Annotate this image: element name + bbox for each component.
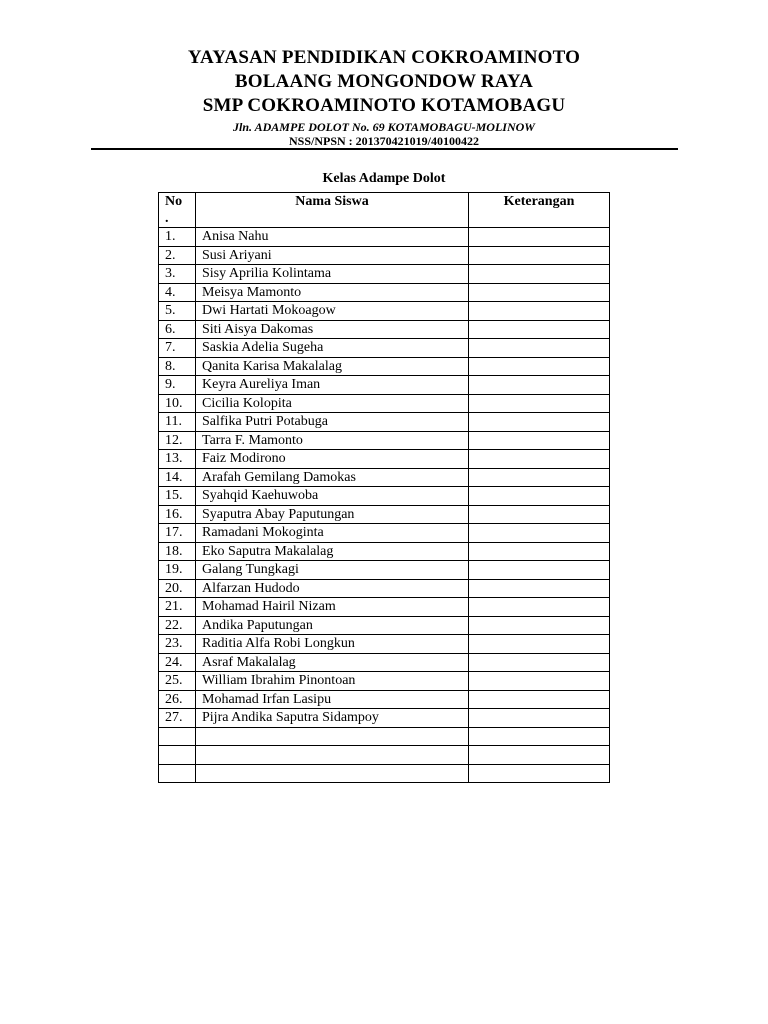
student-name: Qanita Karisa Makalalag bbox=[196, 357, 469, 376]
keterangan-cell bbox=[469, 727, 610, 746]
letterhead bbox=[0, 46, 768, 148]
table-row bbox=[159, 542, 610, 561]
table-row bbox=[159, 302, 610, 321]
student-name: Pijra Andika Saputra Sidampoy bbox=[196, 709, 469, 728]
keterangan-cell bbox=[469, 431, 610, 450]
keterangan-cell bbox=[469, 635, 610, 654]
table-row bbox=[159, 598, 610, 617]
keterangan-cell bbox=[469, 487, 610, 506]
row-number: 15. bbox=[159, 487, 196, 506]
header-keterangan: Keterangan bbox=[469, 193, 610, 228]
keterangan-cell bbox=[469, 561, 610, 580]
keterangan-cell bbox=[469, 450, 610, 469]
keterangan-cell bbox=[469, 709, 610, 728]
class-title: Kelas Adampe Dolot bbox=[322, 171, 446, 186]
table-row bbox=[159, 246, 610, 265]
student-name: William Ibrahim Pinontoan bbox=[196, 672, 469, 691]
row-number: 2. bbox=[159, 246, 196, 265]
table-body bbox=[159, 228, 610, 783]
keterangan-cell bbox=[469, 228, 610, 247]
foundation-name: YAYASAN PENDIDIKAN COKROAMINOTO bbox=[187, 47, 581, 68]
keterangan-cell bbox=[469, 413, 610, 432]
table-row bbox=[159, 228, 610, 247]
student-name: Andika Paputungan bbox=[196, 616, 469, 635]
student-name: Syahqid Kaehuwoba bbox=[196, 487, 469, 506]
student-name: Faiz Modirono bbox=[196, 450, 469, 469]
table-row bbox=[159, 672, 610, 691]
table-row bbox=[159, 376, 610, 395]
student-table bbox=[158, 192, 610, 783]
header-divider bbox=[91, 148, 678, 150]
header-name: Nama Siswa bbox=[196, 193, 469, 228]
keterangan-cell bbox=[469, 598, 610, 617]
row-number: 16. bbox=[159, 505, 196, 524]
table-row bbox=[159, 339, 610, 358]
student-name: Meisya Mamonto bbox=[196, 283, 469, 302]
keterangan-cell bbox=[469, 320, 610, 339]
table-row bbox=[159, 283, 610, 302]
row-number: 24. bbox=[159, 653, 196, 672]
row-number bbox=[159, 764, 196, 783]
student-name: Sisy Aprilia Kolintama bbox=[196, 265, 469, 284]
keterangan-cell bbox=[469, 764, 610, 783]
school-address: Jln. ADAMPE DOLOT No. 69 KOTAMOBAGU-MOLINOW bbox=[233, 120, 535, 134]
student-name: Mohamad Hairil Nizam bbox=[196, 598, 469, 617]
student-name: Susi Ariyani bbox=[196, 246, 469, 265]
table-row bbox=[159, 764, 610, 783]
student-name: Dwi Hartati Mokoagow bbox=[196, 302, 469, 321]
keterangan-cell bbox=[469, 357, 610, 376]
student-name: Ramadani Mokoginta bbox=[196, 524, 469, 543]
student-name: Raditia Alfa Robi Longkun bbox=[196, 635, 469, 654]
student-name: Saskia Adelia Sugeha bbox=[196, 339, 469, 358]
student-name: Arafah Gemilang Damokas bbox=[196, 468, 469, 487]
keterangan-cell bbox=[469, 690, 610, 709]
student-name: Siti Aisya Dakomas bbox=[196, 320, 469, 339]
student-name: Cicilia Kolopita bbox=[196, 394, 469, 413]
keterangan-cell bbox=[469, 505, 610, 524]
row-number: 17. bbox=[159, 524, 196, 543]
keterangan-cell bbox=[469, 376, 610, 395]
row-number: 18. bbox=[159, 542, 196, 561]
keterangan-cell bbox=[469, 246, 610, 265]
row-number: 14. bbox=[159, 468, 196, 487]
student-name: Mohamad Irfan Lasipu bbox=[196, 690, 469, 709]
table-row bbox=[159, 709, 610, 728]
row-number: 4. bbox=[159, 283, 196, 302]
table-row bbox=[159, 320, 610, 339]
row-number: 8. bbox=[159, 357, 196, 376]
row-number: 20. bbox=[159, 579, 196, 598]
row-number: 9. bbox=[159, 376, 196, 395]
row-number: 21. bbox=[159, 598, 196, 617]
table-row bbox=[159, 635, 610, 654]
keterangan-cell bbox=[469, 283, 610, 302]
student-name: Tarra F. Mamonto bbox=[196, 431, 469, 450]
row-number: 11. bbox=[159, 413, 196, 432]
keterangan-cell bbox=[469, 672, 610, 691]
row-number: 25. bbox=[159, 672, 196, 691]
keterangan-cell bbox=[469, 394, 610, 413]
row-number: 6. bbox=[159, 320, 196, 339]
row-number: 13. bbox=[159, 450, 196, 469]
student-name bbox=[196, 764, 469, 783]
table-row bbox=[159, 357, 610, 376]
school-npsn: NSS/NPSN : 201370421019/40100422 bbox=[288, 134, 479, 148]
row-number: 7. bbox=[159, 339, 196, 358]
student-name: Salfika Putri Potabuga bbox=[196, 413, 469, 432]
row-number: 10. bbox=[159, 394, 196, 413]
table-row bbox=[159, 746, 610, 765]
student-name: Keyra Aureliya Iman bbox=[196, 376, 469, 395]
row-number: 19. bbox=[159, 561, 196, 580]
keterangan-cell bbox=[469, 542, 610, 561]
row-number bbox=[159, 746, 196, 765]
table-row bbox=[159, 653, 610, 672]
table-row bbox=[159, 413, 610, 432]
table-row bbox=[159, 487, 610, 506]
keterangan-cell bbox=[469, 339, 610, 358]
keterangan-cell bbox=[469, 302, 610, 321]
student-name: Syaputra Abay Paputungan bbox=[196, 505, 469, 524]
row-number: 3. bbox=[159, 265, 196, 284]
table-row bbox=[159, 394, 610, 413]
student-name bbox=[196, 727, 469, 746]
school-name: SMP COKROAMINOTO KOTAMOBAGU bbox=[202, 95, 566, 116]
table-row bbox=[159, 690, 610, 709]
table-row bbox=[159, 524, 610, 543]
table-row bbox=[159, 468, 610, 487]
table-row bbox=[159, 450, 610, 469]
keterangan-cell bbox=[469, 579, 610, 598]
table-row bbox=[159, 727, 610, 746]
row-number: 26. bbox=[159, 690, 196, 709]
region-name: BOLAANG MONGONDOW RAYA bbox=[234, 71, 534, 92]
table-row bbox=[159, 505, 610, 524]
row-number: 1. bbox=[159, 228, 196, 247]
table-row bbox=[159, 561, 610, 580]
keterangan-cell bbox=[469, 468, 610, 487]
student-name: Galang Tungkagi bbox=[196, 561, 469, 580]
keterangan-cell bbox=[469, 524, 610, 543]
row-number: 12. bbox=[159, 431, 196, 450]
keterangan-cell bbox=[469, 653, 610, 672]
keterangan-cell bbox=[469, 265, 610, 284]
keterangan-cell bbox=[469, 616, 610, 635]
student-name: Anisa Nahu bbox=[196, 228, 469, 247]
row-number bbox=[159, 727, 196, 746]
row-number: 27. bbox=[159, 709, 196, 728]
student-name bbox=[196, 746, 469, 765]
student-name: Asraf Makalalag bbox=[196, 653, 469, 672]
row-number: 5. bbox=[159, 302, 196, 321]
table-header-row bbox=[159, 193, 610, 228]
table-row bbox=[159, 616, 610, 635]
row-number: 23. bbox=[159, 635, 196, 654]
table-row bbox=[159, 265, 610, 284]
table-row bbox=[159, 579, 610, 598]
student-name: Eko Saputra Makalalag bbox=[196, 542, 469, 561]
student-name: Alfarzan Hudodo bbox=[196, 579, 469, 598]
table-row bbox=[159, 431, 610, 450]
keterangan-cell bbox=[469, 746, 610, 765]
row-number: 22. bbox=[159, 616, 196, 635]
header-no: No . bbox=[159, 193, 196, 228]
